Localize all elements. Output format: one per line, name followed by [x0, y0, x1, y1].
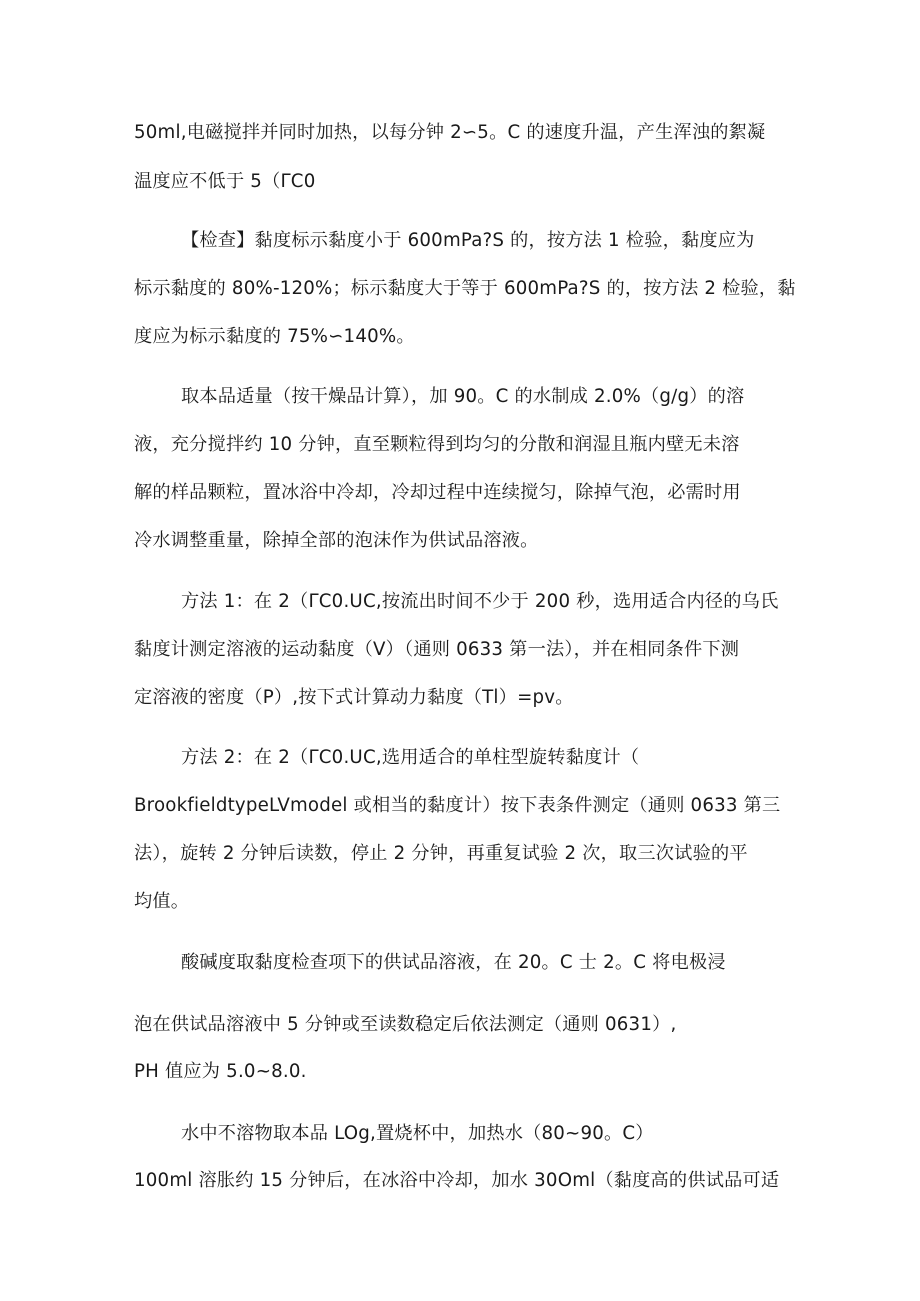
text-line: 解的样品颗粒，置冰浴中冷却，冷却过程中连续搅匀，除掉气泡，必需时用 [134, 482, 741, 503]
text-line: 液，充分搅拌约 10 分钟，直至颗粒得到均匀的分散和润湿且瓶内壁无未溶 [134, 434, 740, 455]
text-line: 冷水调整重量，除掉全部的泡沫作为供试品溶液。 [134, 530, 539, 551]
text-line: 泡在供试品溶液中 5 分钟或至读数稳定后依法测定（通则 0631）, [134, 1014, 677, 1035]
text-line: 黏度计测定溶液的运动黏度（V）（通则 0633 第一法），并在相同条件下测 [134, 639, 740, 660]
text-line: 温度应不低于 5（ΓC0 [134, 171, 316, 192]
text-line: 水中不溶物取本品 LOg,置烧杯中，加热水（80~90。C） [181, 1123, 654, 1144]
text-line: 【检查】黏度标示黏度小于 600mPa?S 的，按方法 1 检验，黏度应为 [181, 230, 755, 251]
text-line: 度应为标示黏度的 75%∽140%。 [134, 326, 415, 347]
text-line: 标示黏度的 80%-120%；标示黏度大于等于 600mPa?S 的，按方法 2 检验，黏 [134, 278, 796, 299]
text-line: 取本品适量（按干燥品计算），加 90。C 的水制成 2.0%（g∕g）的溶 [181, 386, 745, 407]
text-line: BrookfieldtypeLVmodel 或相当的黏度计）按下表条件测定（通则 0633 第三 [134, 795, 781, 816]
text-line: 方法 1：在 2（ΓC0.UC,按流出时间不少于 200 秒，选用适合内径的乌氏 [181, 591, 779, 612]
text-line: 定溶液的密度（P）,按下式计算动力黏度（Tl）=pv。 [134, 687, 574, 708]
text-line: 均值。 [134, 891, 190, 912]
text-line: 方法 2：在 2（ΓC0.UC,选用适合的单柱型旋转黏度计（ [181, 747, 640, 768]
text-line: 50ml,电磁搅拌并同时加热，以每分钟 2∽5。C 的速度升温，产生浑浊的絮凝 [134, 122, 766, 143]
text-line: PH 值应为 5.0~8.0. [134, 1061, 307, 1082]
text-line: 100ml 溶胀约 15 分钟后，在冰浴中冷却，加水 30Oml（黏度高的供试品可适 [134, 1170, 780, 1191]
text-line: 酸碱度取黏度检查项下的供试品溶液，在 20。C 士 2。C 将电极浸 [181, 952, 726, 973]
text-line: 法），旋转 2 分钟后读数，停止 2 分钟，再重复试验 2 次，取三次试验的平 [134, 843, 748, 864]
